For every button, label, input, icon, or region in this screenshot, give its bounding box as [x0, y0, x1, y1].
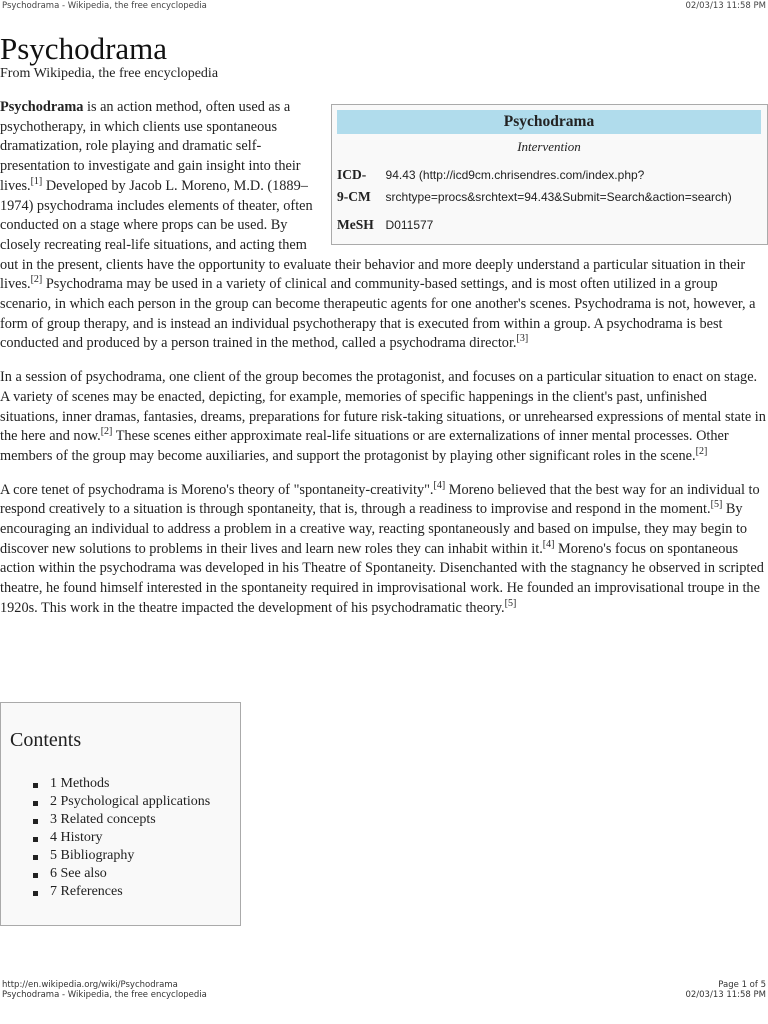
toc-item-methods[interactable]: 1 Methods [33, 775, 210, 793]
citation-link[interactable]: [2] [695, 446, 708, 458]
article-lead-term: Psychodrama [0, 99, 84, 115]
paragraph-text: These scenes either approximate real-life situations or are externalizations of inner mental processes. Other members of the group may become auxiliaries, and support the protagonist by playing other significant roles in the scene. [0, 428, 729, 464]
infobox-label: MeSH [337, 217, 374, 232]
infobox-label: 9-CM [337, 189, 371, 204]
article-body [0, 98, 768, 633]
page-title: Psychodrama [0, 31, 168, 66]
infobox-link[interactable]: srchtype=procs&srchtext=94.43&Submit=Search&action=search) [385, 190, 732, 204]
citation-link[interactable]: [5] [710, 499, 723, 511]
citation-link[interactable]: [3] [516, 333, 529, 345]
footer-title: Psychodrama - Wikipedia, the free encyclopedia [2, 990, 207, 1000]
paragraph-text: is an action method, often used as a psychotherapy, in which clients use spontaneous dramatization, role playing and dramatic self-presentation to investigate and gain insight into their lives. [0, 99, 301, 194]
citation-link[interactable]: [2] [30, 274, 43, 286]
citation-link[interactable]: [2] [100, 426, 113, 438]
infobox-title: Psychodrama [337, 110, 761, 134]
infobox-value[interactable]: D011577 [385, 218, 434, 232]
infobox-subtitle: Intervention [517, 139, 581, 154]
footer-right [685, 980, 766, 1000]
toc-item-history[interactable]: 4 History [33, 829, 210, 847]
paragraph-spontaneity [0, 481, 768, 619]
infobox-row [337, 164, 761, 186]
citation-link[interactable]: [5] [504, 598, 517, 610]
toc-item-bibliography[interactable]: 5 Bibliography [33, 847, 210, 865]
infobox-link[interactable]: 94.43 (http://icd9cm.chrisendres.com/index.php? [385, 168, 645, 182]
print-header-title: Psychodrama - Wikipedia, the free encyclopedia [2, 1, 207, 11]
toc-item-psychological-applications[interactable]: 2 Psychological applications [33, 793, 210, 811]
print-header-date: 02/03/13 11:58 PM [685, 1, 766, 11]
citation-link[interactable]: [4] [542, 539, 555, 550]
citation-link[interactable]: [4] [433, 479, 446, 491]
paragraph-text: Psychodrama may be used in a variety of clinical and community-based settings, and is most often utilized in a group scenario, in which each person in the group can become therapeutic agents for one another's scenes. Psychodrama is not, however, a form of group therapy, and is instead an individual psychotherapy that is executed from within a group. A psychodrama is best conducted and produced by a person trained in the method, called a psychodrama director. [0, 276, 756, 352]
paragraph-text: By encouraging an individual to address a problem in a creative way, reacting spontaneously and based on impulse, they may begin to discover new solutions to problems in their lives and learn new roles they can inhabit within it. [0, 501, 748, 557]
infobox [331, 104, 768, 245]
toc-item-related-concepts[interactable]: 3 Related concepts [33, 811, 210, 829]
footer-page-number: Page 1 of 5 [718, 980, 766, 990]
infobox-label: ICD- [337, 167, 367, 182]
paragraph-text: Moreno's focus on spontaneous action within the psychodrama was developed in his Theatre of Spontaneity. Disenchanted with the stagnancy he observed in scripted theatre, he found himself interested in the spontaneity required in improvisational work. He founded an improvisational troupe in the 1920s. This work in the theatre impacted the development of his psychodramatic theory. [0, 540, 764, 616]
footer-left [2, 980, 207, 1000]
footer-url: http://en.wikipedia.org/wiki/Psychodrama [2, 980, 178, 990]
toc-item-references[interactable]: 7 References [33, 883, 210, 901]
paragraph-text: Developed by Jacob L. Moreno, M.D. (1889–1974) psychodrama includes elements of theater, often conducted on a stage where props can be used. By closely recreating real-life situations, and acting them out in the present, clients have the opportunity to evaluate their behavior and more deeply understand a particular situation in their lives. [0, 177, 746, 293]
paragraph-text: In a session of psychodrama, one client of the group becomes the protagonist, and focuses on a particular situation to enact on stage. A variety of scenes may be enacted, depicting, for example, memories of specific happenings in the client's past, unfinished situations, inner dramas, fantasies, dreams, preparations for future risk-taking situations, or unrehearsed expressions of mental state in the here and now. [0, 369, 766, 445]
infobox-row [337, 208, 761, 236]
toc-item-see-also[interactable]: 6 See also [33, 865, 210, 883]
citation-link[interactable]: [1] [30, 176, 43, 188]
toc-heading: Contents [10, 729, 82, 751]
paragraph-text: A core tenet of psychodrama is Moreno's theory of "spontaneity-creativity". [0, 481, 434, 498]
table-of-contents [0, 702, 241, 926]
footer-date: 02/03/13 11:58 PM [685, 990, 766, 1000]
toc-list [33, 775, 210, 901]
paragraph-text: Moreno believed that the best way for an individual to respond creatively to a situation is through spontaneity, that is, through a readiness to improvise and respond in the moment. [0, 481, 760, 518]
infobox-table [337, 164, 761, 236]
print-header [0, 0, 768, 12]
site-tagline: From Wikipedia, the free encyclopedia [0, 66, 219, 81]
paragraph-session [0, 368, 768, 467]
infobox-row [337, 186, 761, 208]
